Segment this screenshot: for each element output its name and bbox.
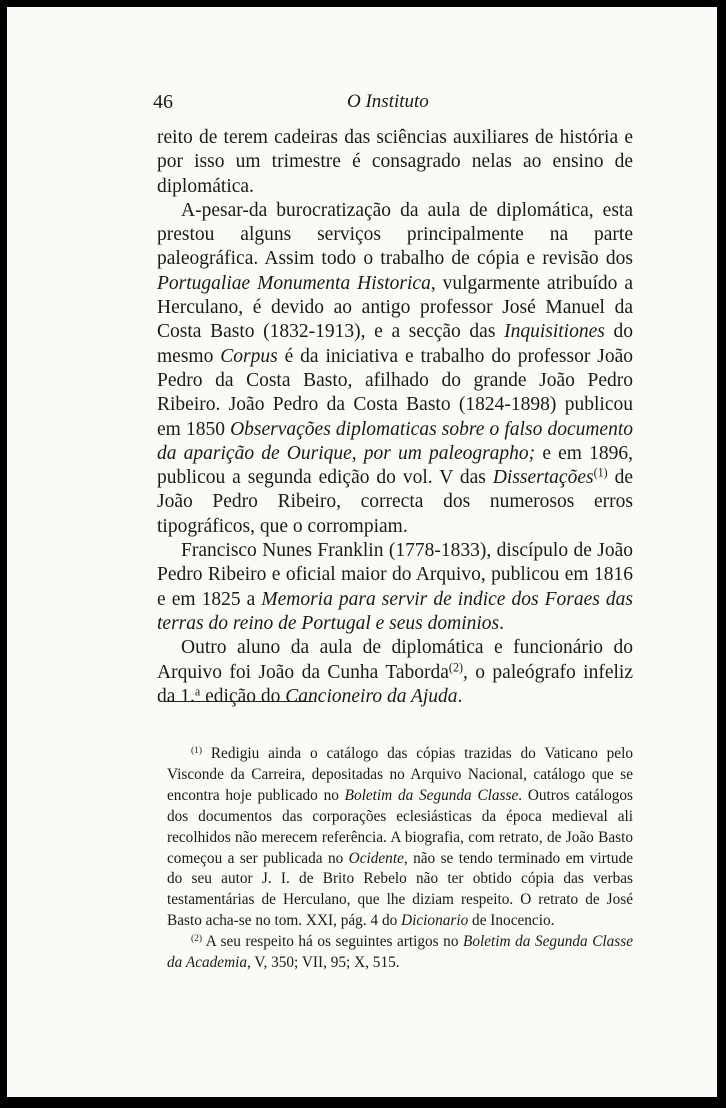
text-run: , V, 350; VII, 95; X, 515. — [247, 954, 400, 972]
italic-title: Ocidente — [348, 849, 404, 867]
text-run: Francisco Nunes Franklin (1778-1833), discípulo de João Pedro Ribeiro e oficial maior do Arquivo, publicou em 1816 e em 1825 a — [157, 540, 633, 610]
footnote-ref-2[interactable]: (2) — [448, 659, 464, 674]
text-run: é da iniciativa e trabalho do professor João Pedro da Costa Basto, afilhado do grande João Pedro Ribeiro. João Pedro da Costa Basto (1824-1898) publicou em 1850 — [157, 345, 633, 440]
italic-title: Boletim da Segunda Classe — [344, 786, 519, 804]
italic-title: Cancioneiro da Ajuda — [285, 685, 458, 707]
italic-title: Portugaliae Monumenta Historica — [157, 272, 431, 294]
italic-title: Memoria para servir de indice dos Foraes das terras do reino de Portugal e seus dominios — [157, 588, 633, 634]
text-run: , não se tendo terminado em virtude do seu autor J. I. de Brito Rebelo não ter obtido cópia das verbas testamentárias de Herculano, que lhe diziam respeito. O retrato de José Basto acha-se no tom. XXI, pág. 4 do — [167, 849, 634, 930]
text-run: . Outros catálogos dos documentos das corporações eclesiásticas da época medieval ali recolhidos não merecem referência. A biografia, com retrato, de João Basto começou a ser publicada no — [167, 786, 633, 867]
italic-title: Boletim da Segunda Classe da Academia — [167, 933, 633, 972]
footnote-mark: (2) — [191, 933, 203, 944]
body-text — [157, 126, 633, 709]
text-run: . — [457, 685, 463, 707]
text-run: Outro aluno da aula de diplomática e funcionário do Arquivo foi João da Cunha Taborda — [157, 637, 633, 683]
paragraph-3 — [157, 539, 633, 636]
italic-title: Dicionario — [401, 912, 469, 930]
text-run: A seu respeito há os seguintes artigos no — [202, 933, 464, 951]
book-page — [7, 7, 717, 1097]
paragraph-1 — [157, 126, 633, 199]
text-run: e em 1896, publicou a segunda edição do vol. V das — [157, 442, 633, 489]
footnote-mark: (1) — [191, 745, 203, 756]
page-number: 46 — [153, 91, 173, 113]
text-run: edição do — [200, 685, 286, 707]
italic-title: Observações diplomaticas sobre o falso documento da aparição de Ourique, por um paleographo; — [157, 418, 633, 464]
running-title: O Instituto — [347, 91, 429, 112]
text-run: A-pesar-da burocratização da aula de diplomática, esta prestou alguns serviços principalmente na parte paleográfica. Assim todo o trabalho de cópia e revisão dos — [157, 199, 633, 270]
footnote-separator — [165, 701, 313, 702]
italic-title: Dissertações — [492, 467, 594, 489]
paragraph-2 — [157, 199, 633, 539]
text-run: do mesmo — [157, 321, 633, 367]
footnote-ref-1[interactable]: (1) — [593, 465, 608, 480]
text-run: , vulgarmente atribuído a Herculano, é devido ao antigo professor José Manuel da Costa Basto (1832-1913), e a secção das — [157, 272, 633, 343]
footnote-2 — [167, 932, 633, 974]
footnotes — [167, 744, 633, 974]
ordinal-superscript: a — [194, 684, 201, 699]
paragraph-4 — [157, 636, 633, 709]
page-header — [153, 91, 633, 115]
italic-title: Corpus — [220, 345, 278, 367]
text-run: Redigiu ainda o catálogo das cópias trazidas do Vaticano pelo Visconde da Carreira, depositadas no Arquivo Nacional, catálogo que se encontra hoje publicado no — [167, 745, 633, 804]
text-run: , o paleógrafo infeliz da 1. — [157, 661, 633, 707]
text-run: reito de terem cadeiras das sciências auxiliares de história e por isso um trimestre é consagrado nelas ao ensino de diplomática. — [157, 127, 633, 197]
italic-title: Inquisitiones — [504, 321, 605, 343]
text-run: de Inocencio. — [468, 912, 555, 930]
text-run: de João Pedro Ribeiro, correcta dos numerosos erros tipográficos, que o corrompiam. — [157, 467, 634, 537]
text-run: . — [499, 612, 505, 634]
footnote-1 — [167, 744, 633, 932]
